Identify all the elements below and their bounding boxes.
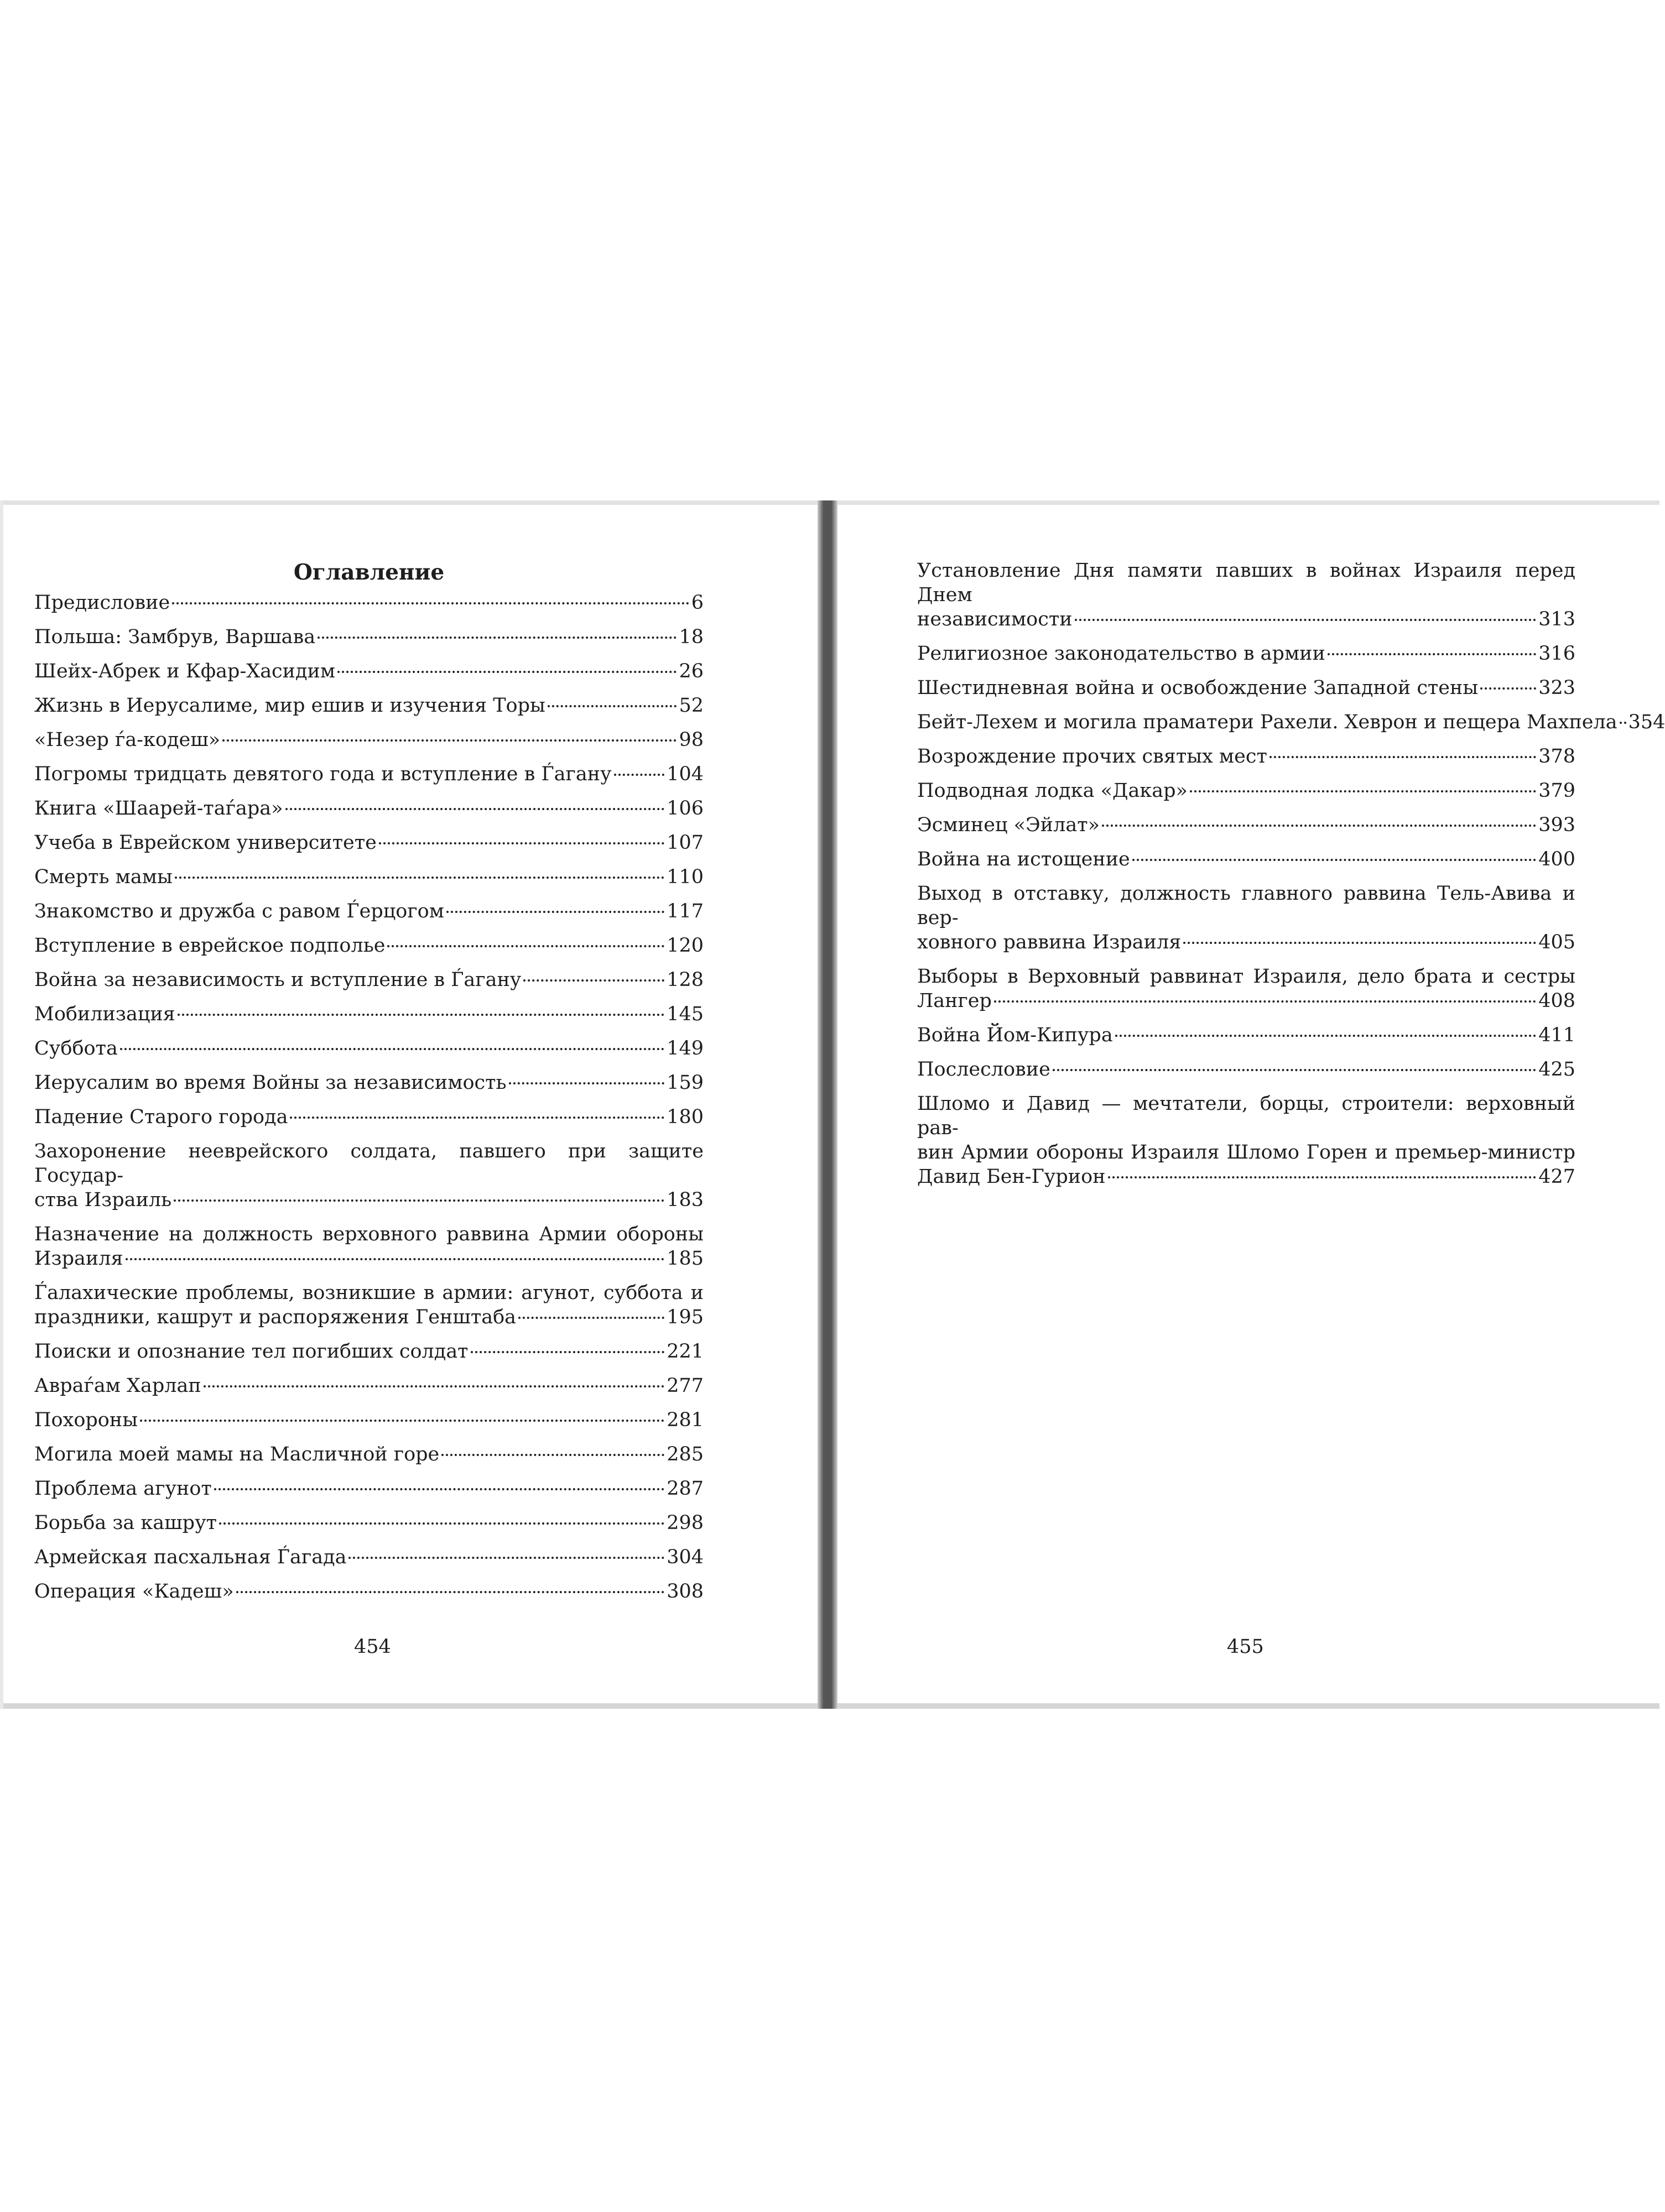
toc-entry-page: 26 (679, 660, 704, 682)
toc-entry-title: Эсминец «Эйлат» (917, 814, 1100, 836)
dot-leader (1480, 687, 1536, 690)
toc-entry[interactable] (34, 659, 704, 684)
dot-leader (548, 705, 677, 707)
toc-entry-page: 195 (667, 1306, 704, 1328)
toc-entry[interactable] (917, 881, 1575, 954)
toc-entry-page: 379 (1538, 780, 1575, 802)
toc-entry[interactable] (34, 1071, 704, 1095)
dot-leader (1102, 825, 1536, 827)
dot-leader (1053, 1069, 1536, 1071)
dot-leader (1183, 942, 1536, 944)
toc-entry-page: 304 (667, 1546, 704, 1568)
toc-entry[interactable] (917, 779, 1575, 803)
toc-entry-page: 316 (1538, 643, 1575, 665)
toc-entry-title: Польша: Замбрув, Варшава (34, 626, 316, 648)
toc-entry-page: 107 (667, 832, 704, 854)
toc-entry-title-line: Выборы в Верховный раввинат Израиля, дело брата и сестры (917, 966, 1575, 988)
toc-entry-title: Падение Старого города (34, 1106, 288, 1128)
toc-entry[interactable] (34, 1579, 704, 1604)
toc-entry[interactable] (34, 1036, 704, 1061)
toc-entry[interactable] (34, 1511, 704, 1535)
toc-entry[interactable] (34, 968, 704, 992)
toc-entry-title: Подводная лодка «Дакар» (917, 780, 1188, 802)
dot-leader (509, 1082, 665, 1084)
toc-entry-title: Смерть мамы (34, 866, 173, 888)
page-number: 454 (354, 1636, 391, 1658)
toc-entry-title: Религиозное законодательство в армии (917, 643, 1325, 665)
toc-entry-page: 400 (1538, 848, 1575, 870)
toc-entry[interactable] (917, 559, 1575, 632)
dot-leader (174, 1199, 664, 1202)
dot-leader (1115, 1035, 1536, 1037)
dot-leader (1190, 790, 1536, 792)
dot-leader (140, 1420, 664, 1422)
toc-entry-title-line: Ѓалахические проблемы, возникшие в армии: агунот, суббота и (34, 1282, 704, 1304)
toc-entry[interactable] (917, 1023, 1575, 1047)
toc-entry[interactable] (917, 847, 1575, 872)
toc-entry-page: 411 (1538, 1024, 1575, 1046)
toc-entry-title-line: Шломо и Давид — мечтатели, борцы, строители: верховный рав- (917, 1093, 1575, 1139)
toc-entry-page: 145 (667, 1003, 704, 1025)
toc-entry-title-line: Установление Дня памяти павших в войнах Израиля перед Днем (917, 560, 1575, 606)
toc-entry-page: 52 (679, 695, 704, 717)
toc-entry-title: ства Израиль (34, 1189, 172, 1211)
dot-leader (178, 1014, 664, 1016)
toc-entry-title-line: вин Армии обороны Израиля Шломо Горен и премьер-министр (917, 1141, 1575, 1164)
toc-entry-title: Книга «Шаарей-таѓара» (34, 797, 283, 820)
dot-leader (204, 1385, 665, 1387)
toc-entry-page: 149 (667, 1037, 704, 1060)
toc-entry-title: независимости (917, 608, 1073, 630)
toc-entry-title: Поиски и опознание тел погибших солдат (34, 1340, 469, 1363)
toc-entry[interactable] (917, 1057, 1575, 1082)
toc-entry-title: ховного раввина Израиля (917, 931, 1182, 953)
toc-entry-title: Вступление в еврейское подполье (34, 935, 386, 957)
toc-entry[interactable] (917, 676, 1575, 700)
toc-entry[interactable] (34, 1281, 704, 1329)
toc-list (34, 591, 704, 1604)
toc-entry-page: 120 (667, 935, 704, 957)
toc-entry-page: 183 (667, 1189, 704, 1211)
toc-entry-title: Возрождение прочих святых мест (917, 745, 1267, 768)
dot-leader (1075, 619, 1537, 621)
dot-leader (994, 1000, 1536, 1003)
toc-entry[interactable] (34, 1477, 704, 1501)
dot-leader (318, 637, 677, 639)
dot-leader (348, 1557, 664, 1559)
page-number: 455 (1227, 1636, 1264, 1658)
toc-entry-title: Учеба в Еврейском университете (34, 832, 377, 854)
dot-leader (214, 1488, 664, 1490)
toc-entry-title: Война за независимость и вступление в Ѓагану (34, 969, 522, 991)
dot-leader (222, 739, 677, 742)
toc-entry-page: 354 (1628, 711, 1665, 733)
toc-entry-title: Израиля (34, 1248, 123, 1270)
toc-entry-page: 405 (1538, 931, 1575, 953)
dot-leader (1108, 1176, 1537, 1178)
toc-entry-page: 378 (1538, 745, 1575, 768)
toc-entry[interactable] (34, 831, 704, 855)
toc-entry-page: 221 (667, 1340, 704, 1363)
toc-entry-title: Жизнь в Иерусалиме, мир ешив и изучения Торы (34, 695, 545, 717)
toc-entry-title-line: Назначение на должность верховного раввина Армии обороны (34, 1223, 704, 1245)
toc-entry-page: 308 (667, 1580, 704, 1603)
dot-leader (285, 808, 665, 810)
dot-leader (471, 1351, 665, 1353)
dot-leader (1328, 653, 1536, 655)
toc-entry[interactable] (917, 641, 1575, 666)
right-page (917, 559, 1665, 1199)
dot-leader (126, 1258, 665, 1260)
toc-entry-title: Лангер (917, 990, 992, 1012)
toc-entry[interactable] (917, 964, 1575, 1013)
toc-entry-title: «Незер ѓа-кодеш» (34, 729, 221, 751)
toc-entry-title: праздники, кашрут и распоряжения Генштаба (34, 1306, 517, 1328)
toc-entry[interactable] (34, 1339, 704, 1364)
toc-entry[interactable] (917, 813, 1575, 837)
dot-leader (175, 877, 664, 879)
toc-entry-title: Послесловие (917, 1058, 1050, 1081)
dot-leader (441, 1454, 664, 1456)
page-title: Оглавление (293, 560, 445, 585)
toc-entry[interactable] (34, 1442, 704, 1467)
toc-entry-title: Суббота (34, 1037, 118, 1060)
dot-leader (290, 1117, 664, 1119)
toc-entry-page: 425 (1538, 1058, 1575, 1081)
toc-entry-page: 104 (667, 763, 704, 785)
book-gutter (818, 500, 837, 1709)
toc-entry-page: 277 (667, 1375, 704, 1397)
toc-entry-page: 287 (667, 1478, 704, 1500)
toc-entry-title: Борьба за кашрут (34, 1512, 217, 1534)
toc-entry[interactable] (34, 1545, 704, 1569)
toc-entry[interactable] (917, 1092, 1575, 1189)
left-page (34, 559, 704, 1614)
toc-entry-page: 427 (1538, 1166, 1575, 1188)
toc-entry[interactable] (34, 1374, 704, 1398)
dot-leader (523, 979, 664, 982)
toc-entry-title: Погромы тридцать девятого года и вступление в Ѓагану (34, 763, 612, 785)
dot-leader (120, 1048, 664, 1050)
toc-entry-title: Иерусалим во время Войны за независимость (34, 1072, 507, 1094)
dot-leader (1132, 859, 1536, 861)
toc-entry[interactable] (34, 762, 704, 786)
toc-entry-title: Война Йом-Кипура (917, 1024, 1113, 1046)
toc-entry[interactable] (34, 865, 704, 889)
toc-entry-title: Шейх-Абрек и Кфар-Хасидим (34, 660, 336, 682)
toc-entry[interactable] (34, 1002, 704, 1026)
toc-entry-page: 106 (667, 797, 704, 820)
dot-leader (387, 945, 664, 947)
toc-entry[interactable] (34, 591, 704, 615)
toc-entry[interactable] (917, 744, 1575, 769)
toc-entry-page: 6 (691, 592, 704, 614)
toc-entry[interactable] (34, 899, 704, 924)
toc-entry-title: Давид Бен-Гурион (917, 1166, 1106, 1188)
toc-entry-page: 98 (679, 729, 704, 751)
toc-entry-title: Бейт-Лехем и могила праматери Рахели. Хеврон и пещера Махпела (917, 711, 1617, 733)
dot-leader (518, 1317, 664, 1319)
toc-entry[interactable] (917, 710, 1665, 734)
dot-leader (379, 842, 664, 844)
toc-entry-title: Операция «Кадеш» (34, 1580, 234, 1603)
toc-entry[interactable] (34, 693, 704, 718)
toc-entry-title: Армейская пасхальная Ѓагада (34, 1546, 347, 1568)
toc-entry[interactable] (34, 1139, 704, 1212)
toc-entry[interactable] (34, 796, 704, 821)
toc-entry-page: 117 (667, 900, 704, 922)
toc-list (917, 559, 1665, 1189)
toc-entry-page: 298 (667, 1512, 704, 1534)
toc-entry-page: 18 (679, 626, 704, 648)
toc-entry-title: Могила моей мамы на Масличной горе (34, 1443, 440, 1465)
toc-entry[interactable] (34, 1105, 704, 1129)
dot-leader (236, 1591, 665, 1593)
toc-entry-page: 281 (667, 1409, 704, 1431)
toc-entry-page: 185 (667, 1248, 704, 1270)
toc-entry-title: Война на истощение (917, 848, 1130, 870)
toc-entry-title: Похороны (34, 1409, 138, 1431)
dot-leader (337, 671, 677, 673)
toc-entry-page: 323 (1538, 677, 1575, 699)
toc-entry[interactable] (34, 728, 704, 752)
toc-entry-title: Проблема агунот (34, 1478, 212, 1500)
dot-leader (172, 602, 689, 604)
toc-entry-title-line: Выход в отставку, должность главного раввина Тель-Авива и вер- (917, 883, 1575, 929)
toc-entry[interactable] (34, 625, 704, 649)
toc-entry[interactable] (34, 1408, 704, 1432)
toc-entry[interactable] (34, 933, 704, 958)
dot-leader (219, 1522, 664, 1525)
toc-entry-title-line: Захоронение нееврейского солдата, павшего при защите Государ- (34, 1140, 704, 1187)
toc-entry-title: Знакомство и дружба с равом Ѓерцогом (34, 900, 444, 922)
toc-entry-title: Предисловие (34, 592, 170, 614)
toc-entry[interactable] (34, 1222, 704, 1271)
toc-entry-page: 408 (1538, 990, 1575, 1012)
toc-entry-page: 110 (667, 866, 704, 888)
toc-entry-page: 313 (1538, 608, 1575, 630)
toc-entry-page: 159 (667, 1072, 704, 1094)
dot-leader (1620, 722, 1626, 724)
toc-entry-title: Мобилизация (34, 1003, 175, 1025)
toc-entry-page: 180 (667, 1106, 704, 1128)
toc-entry-title: Авраѓам Харлап (34, 1375, 201, 1397)
toc-entry-page: 285 (667, 1443, 704, 1465)
page-edge (0, 500, 3, 1709)
toc-entry-title: Шестидневная война и освобождение Западной стены (917, 677, 1479, 699)
dot-leader (1269, 756, 1536, 758)
dot-leader (446, 911, 664, 913)
dot-leader (614, 774, 665, 776)
toc-entry-page: 128 (667, 969, 704, 991)
toc-entry-page: 393 (1538, 814, 1575, 836)
